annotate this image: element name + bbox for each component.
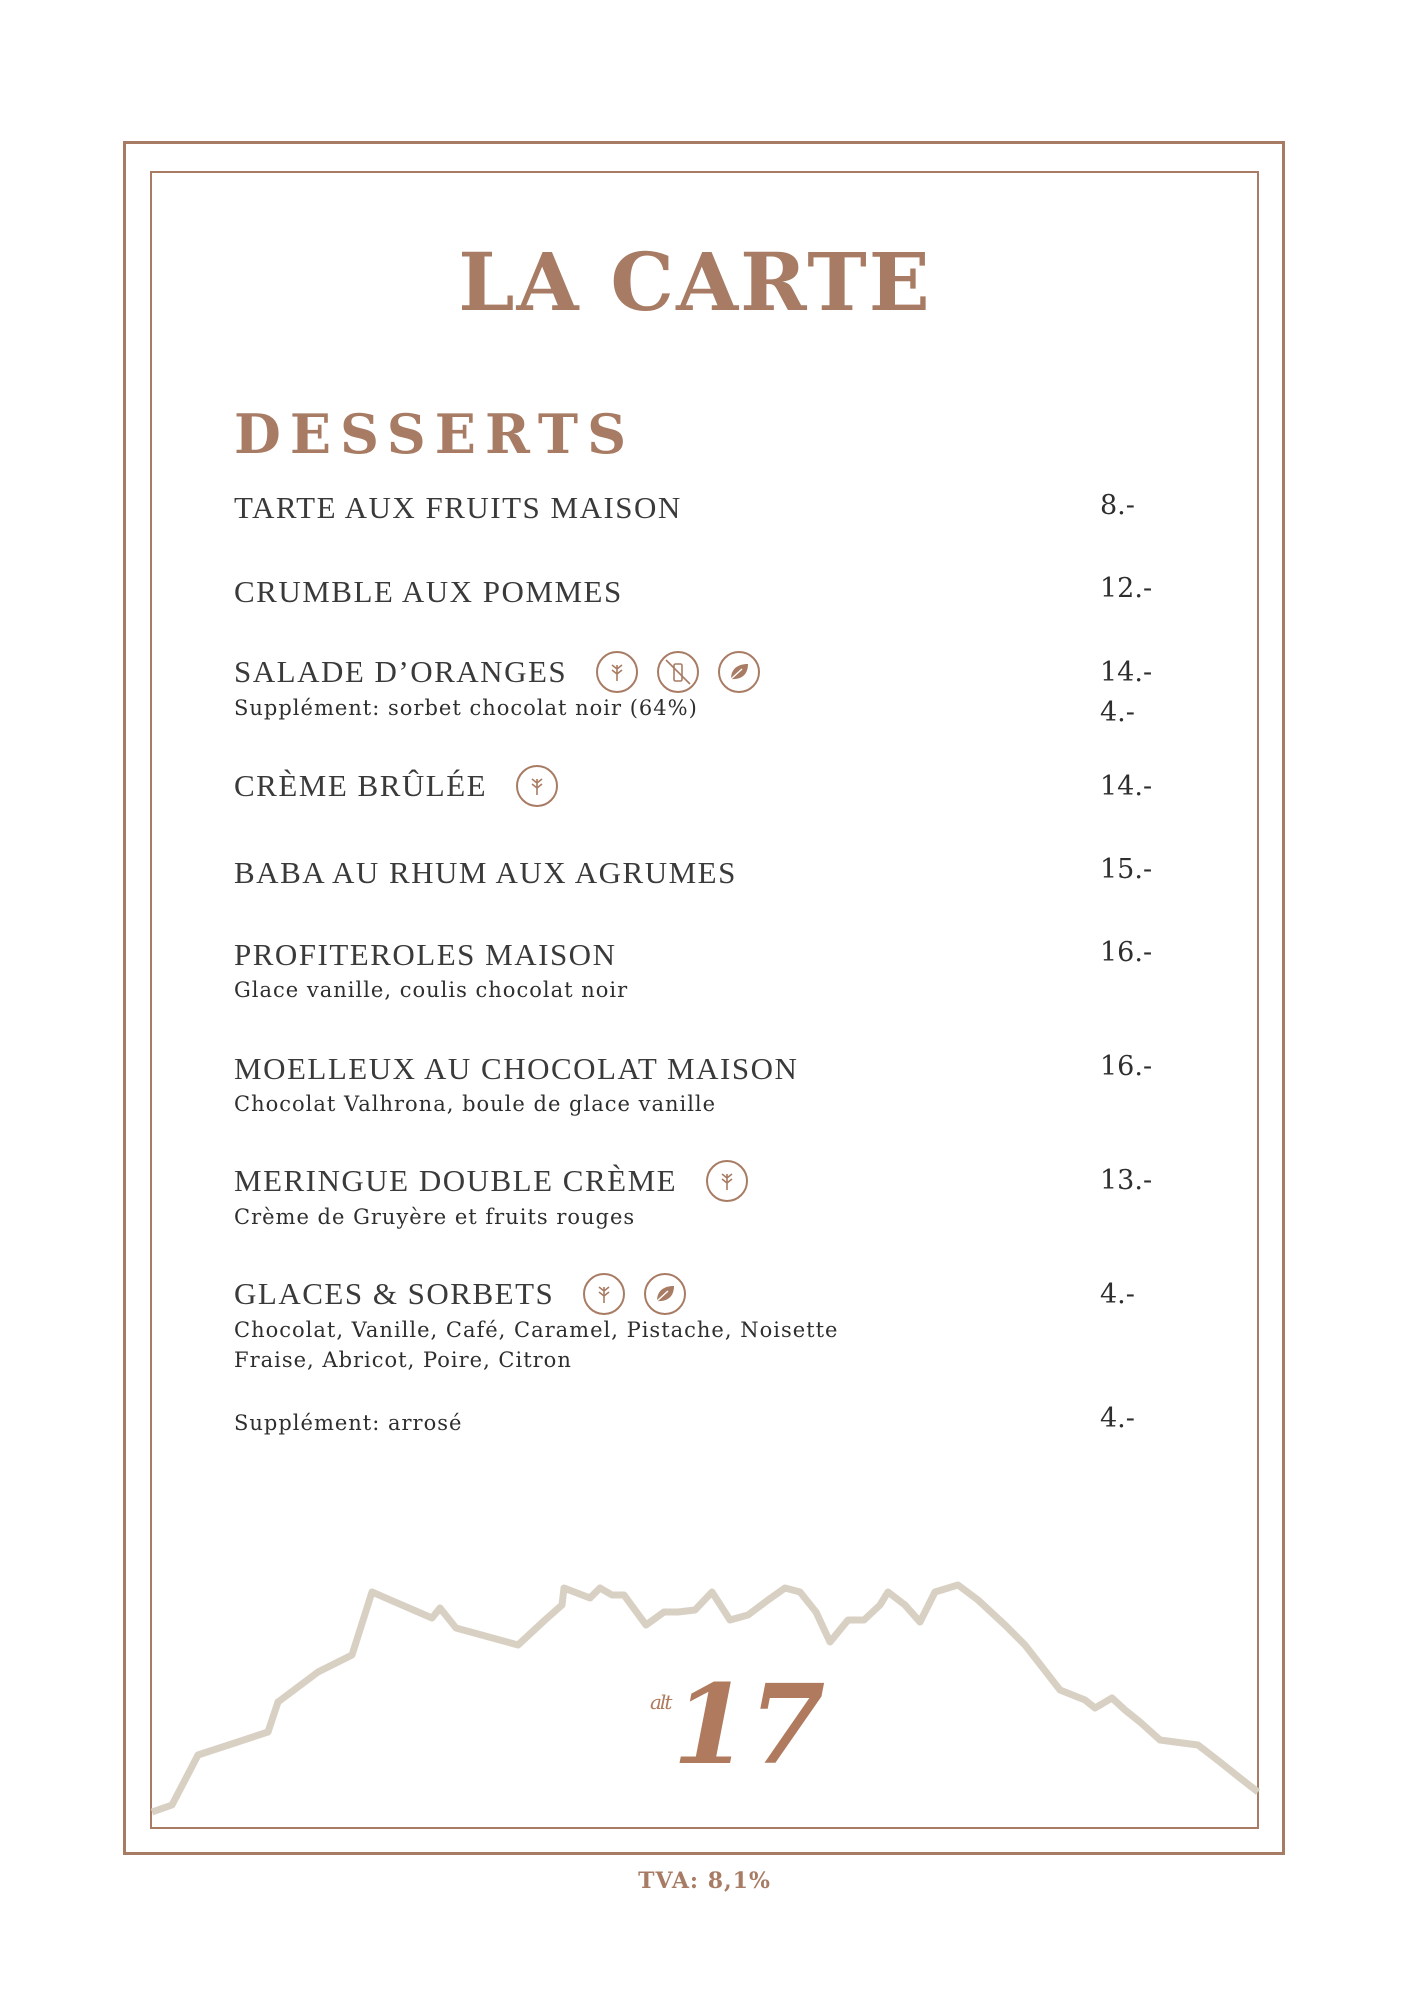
supplement-price: 4.- — [1100, 697, 1135, 728]
gluten-free-icon — [583, 1273, 625, 1315]
item-price: 12.- — [1100, 573, 1153, 604]
item-name: MERINGUE DOUBLE CRÈME — [234, 1163, 678, 1198]
lactose-free-icon — [657, 651, 699, 693]
menu-item — [234, 572, 1154, 612]
item-description: Chocolat Valhrona, boule de glace vanille — [234, 1092, 717, 1116]
item-price: 15.- — [1100, 854, 1153, 885]
item-name: GLACES & SORBETS — [234, 1276, 555, 1311]
diet-icons — [516, 765, 572, 807]
logo-number: 17 — [672, 1660, 826, 1789]
gluten-free-icon — [706, 1160, 748, 1202]
supplement-price: 4.- — [1100, 1403, 1135, 1434]
diet-icons — [706, 1160, 762, 1202]
gluten-free-icon — [596, 651, 638, 693]
item-price: 14.- — [1100, 657, 1153, 688]
menu-item — [234, 765, 1154, 807]
logo-prefix: alt — [650, 1690, 671, 1714]
menu-item — [234, 853, 1154, 893]
diet-icons — [596, 651, 774, 693]
item-description: Crème de Gruyère et fruits rouges — [234, 1205, 636, 1229]
item-price: 16.- — [1100, 1051, 1153, 1082]
item-description-2: Fraise, Abricot, Poire, Citron — [234, 1348, 572, 1372]
vegan-leaf-icon — [644, 1273, 686, 1315]
item-name: PROFITEROLES MAISON — [234, 937, 617, 972]
menu-item — [234, 1273, 1154, 1375]
menu-item — [234, 488, 1154, 528]
item-price: 16.- — [1100, 937, 1153, 968]
item-price: 14.- — [1100, 771, 1153, 802]
item-name: CRUMBLE AUX POMMES — [234, 574, 623, 609]
item-name: SALADE D’ORANGES — [234, 654, 568, 689]
item-name: TARTE AUX FRUITS MAISON — [234, 490, 682, 525]
gluten-free-icon — [516, 765, 558, 807]
menu-item — [234, 935, 1154, 1005]
menu-item — [234, 1049, 1154, 1119]
item-description: Supplément: sorbet chocolat noir (64%) — [234, 696, 698, 720]
diet-icons — [583, 1273, 700, 1315]
supplement-row — [234, 1408, 1154, 1438]
tva-note: TVA: 8,1% — [638, 1868, 771, 1894]
item-name: BABA AU RHUM AUX AGRUMES — [234, 855, 737, 890]
item-price: 13.- — [1100, 1165, 1153, 1196]
item-price: 8.- — [1100, 490, 1135, 521]
item-description: Chocolat, Vanille, Café, Caramel, Pistache, Noisette — [234, 1318, 839, 1342]
item-name: CRÈME BRÛLÉE — [234, 768, 488, 803]
supplement-label: Supplément: arrosé — [234, 1411, 463, 1435]
menu-item — [234, 651, 1154, 723]
item-price: 4.- — [1100, 1279, 1135, 1310]
vegan-leaf-icon — [718, 651, 760, 693]
page-title: LA CARTE — [458, 235, 932, 329]
restaurant-logo — [650, 1660, 825, 1789]
menu-item — [234, 1160, 1154, 1232]
item-description: Glace vanille, coulis chocolat noir — [234, 978, 629, 1002]
section-heading: DESSERTS — [234, 402, 636, 466]
item-name: MOELLEUX AU CHOCOLAT MAISON — [234, 1051, 799, 1086]
